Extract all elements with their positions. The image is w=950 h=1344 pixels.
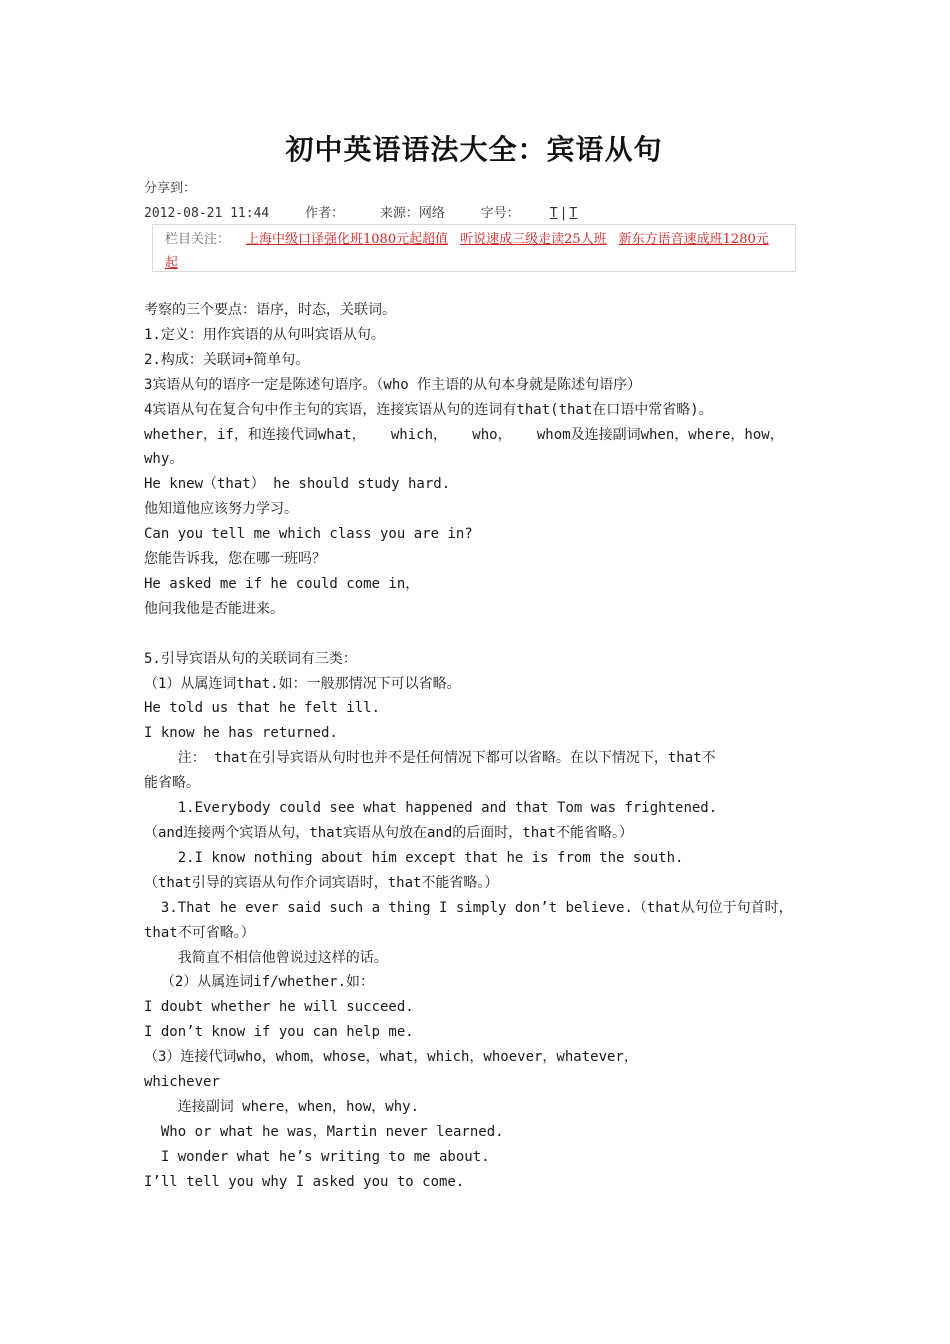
- notice-label: 栏目关注：: [165, 232, 231, 247]
- body-line: Can you tell me which class you are in?: [144, 526, 473, 543]
- body-line: （3）连接代词who，whom，whose，what，which，whoever，whatever，: [144, 1049, 638, 1066]
- font-size-label: 字号：: [480, 206, 520, 221]
- body-line: Who or what he was，Martin never learned.: [144, 1123, 504, 1140]
- body-line: 您能告诉我，您在哪一班吗？: [144, 551, 326, 568]
- article-title: 初中英语语法大全：宾语从句: [285, 133, 663, 166]
- body-line: 我简直不相信他曾说过这样的话。: [144, 949, 388, 966]
- body-line: why。: [144, 451, 184, 468]
- body-line: I don’t know if you can help me.: [144, 1024, 414, 1041]
- body-line: 3宾语从句的语序一定是陈述句语序。（who 作主语的从句本身就是陈述句语序）: [144, 376, 642, 393]
- body-line: 他知道他应该努力学习。: [144, 501, 298, 518]
- font-size-control: 字号： T | T: [480, 206, 578, 221]
- article-meta: [144, 202, 607, 221]
- body-line: 注： that在引导宾语从句时也并不是任何情况下都可以省略。在以下情况下，that不: [144, 750, 716, 767]
- author-label: 作者：: [305, 206, 345, 221]
- body-line: He told us that he felt ill.: [144, 700, 381, 717]
- body-line: 4宾语从句在复合句中作主句的宾语，连接宾语从句的连词有that(that在口语中常省略)。: [144, 401, 713, 418]
- body-line: 1.定义：用作宾语的从句叫宾语从句。: [144, 326, 385, 343]
- body-line: （that引导的宾语从句作介词宾语时，that不能省略。）: [144, 874, 499, 891]
- body-line: I’ll tell you why I asked you to come.: [144, 1173, 465, 1190]
- body-line: He asked me if he could come in，: [144, 575, 420, 592]
- body-line: that不可省略。）: [144, 924, 255, 941]
- body-line: I wonder what he’s writing to me about.: [144, 1148, 490, 1165]
- article-body: [144, 298, 820, 1195]
- body-line: 1.Everybody could see what happened and that Tom was frightened.: [144, 800, 718, 817]
- source-label: 来源：网络: [379, 206, 445, 221]
- body-line: 5.引导宾语从句的关联词有三类：: [144, 650, 357, 667]
- notice-link-interpretation[interactable]: 上海中级口译强化班1080元起超值: [246, 232, 449, 247]
- notice-link-listening[interactable]: 听说速成三级走读25人班: [460, 232, 607, 247]
- font-size-large-link[interactable]: T: [569, 206, 578, 221]
- body-line: （2）从属连词if/whether.如：: [144, 974, 375, 991]
- publish-date: 2012-08-21 11:44: [144, 206, 270, 221]
- body-line: I know he has returned.: [144, 725, 338, 742]
- body-line: 考察的三个要点：语序，时态，关联词。: [144, 302, 396, 318]
- body-line: I doubt whether he will succeed.: [144, 999, 414, 1016]
- body-line: 3.That he ever said such a thing I simply don’t believe.（that从句位于句首时，: [144, 899, 793, 916]
- body-line: （and连接两个宾语从句，that宾语从句放在and的后面时，that不能省略。）: [144, 825, 634, 842]
- body-line: whichever: [144, 1074, 220, 1091]
- body-line: 他问我他是否能进来。: [144, 600, 284, 617]
- font-size-small-link[interactable]: T: [549, 206, 558, 221]
- body-line: whether，if，和连接代词what， which， who， whom及连接副词when，where，how，: [144, 426, 784, 443]
- body-line: （1）从属连词that.如：一般那情况下可以省略。: [144, 675, 461, 692]
- body-line: 2.I know nothing about him except that he is from the south.: [144, 849, 684, 866]
- blank-line: [144, 622, 820, 647]
- body-line: He knew（that） he should study hard.: [144, 476, 451, 493]
- body-line: 连接副词 where，when，how，why.: [144, 1098, 420, 1115]
- column-notice-box: [152, 224, 796, 272]
- share-label: 分享到：: [144, 181, 197, 196]
- body-line: 能省略。: [144, 775, 200, 792]
- notice-link-pronunciation[interactable]: 新东方语音速成班1280元起: [165, 232, 769, 271]
- body-line: 2.构成：关联词+简单句。: [144, 351, 310, 368]
